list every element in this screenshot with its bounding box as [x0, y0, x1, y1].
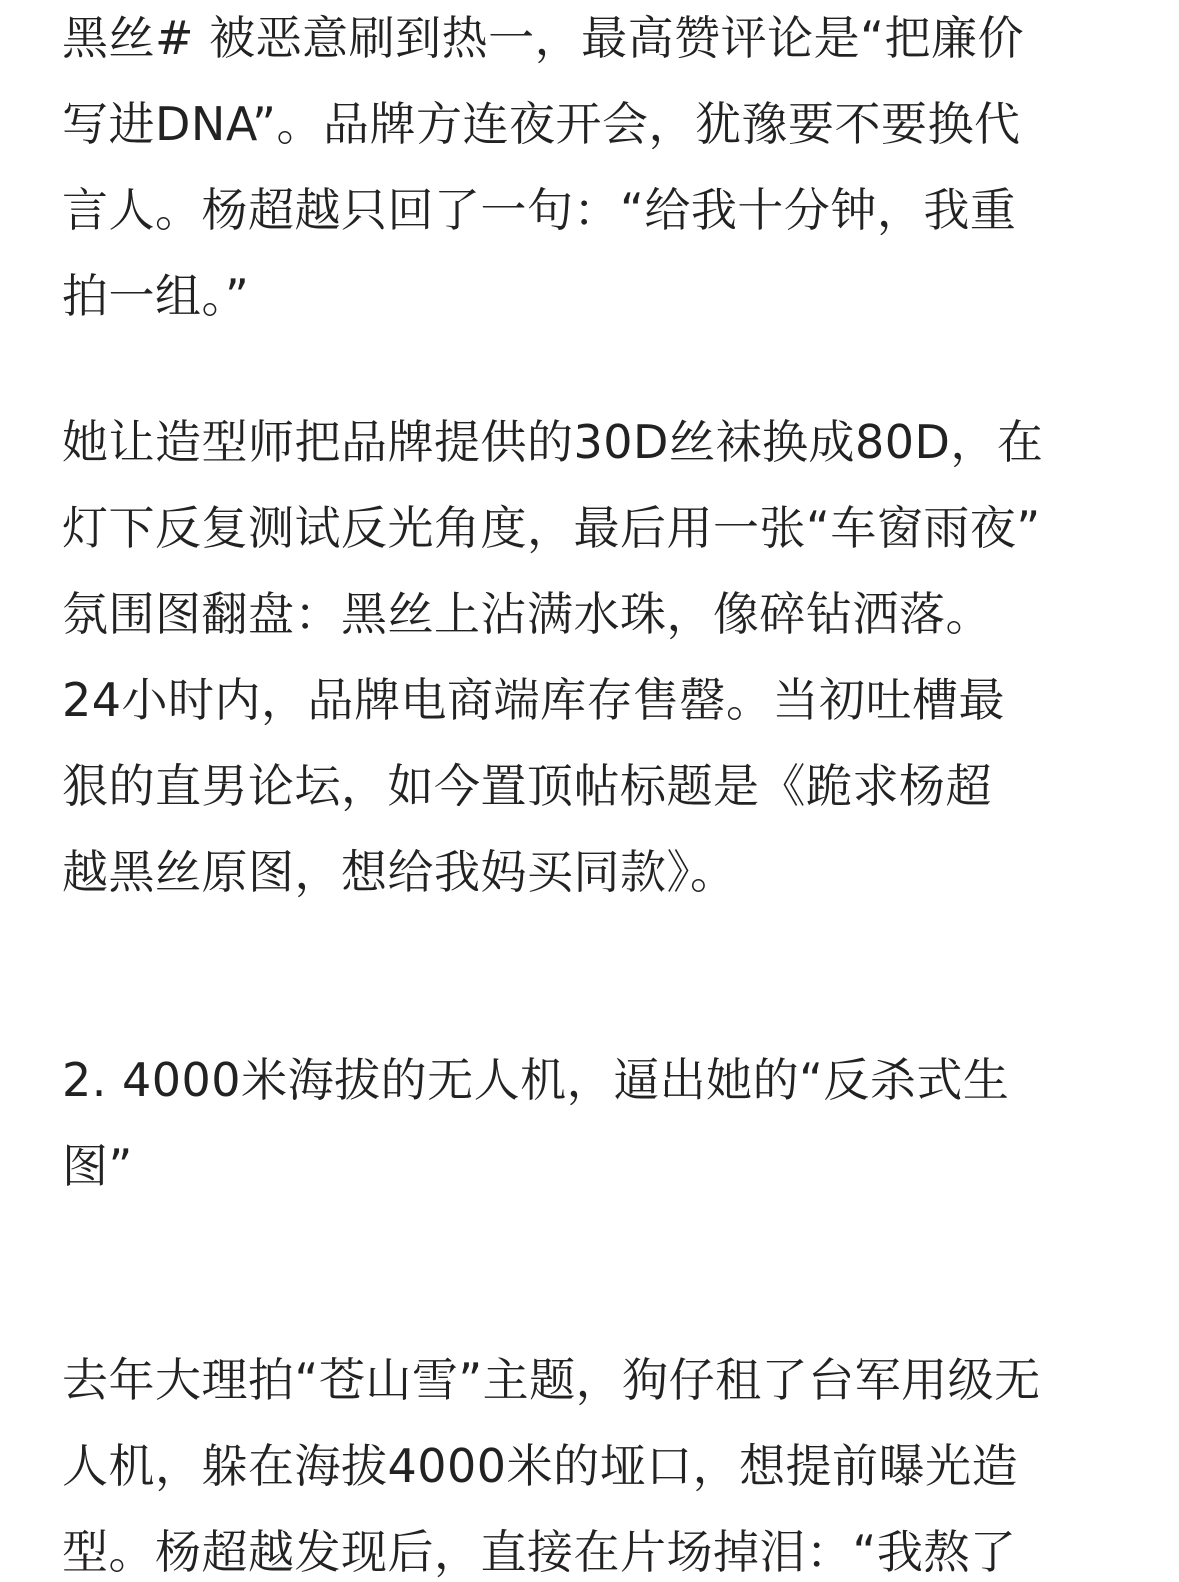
- heading-line: 2. 4000米海拔的无人机，逼出她的“反杀式生: [62, 1053, 1010, 1107]
- text-line: 黑丝# 被恶意刷到热一，最高赞评论是“把廉价: [62, 11, 1024, 65]
- text-line: 去年大理拍“苍山雪”主题，狗仔租了台军用级无: [62, 1353, 1041, 1407]
- heading-line: 图”: [62, 1139, 133, 1193]
- text-line: 言人。杨超越只回了一句：“给我十分钟，我重: [62, 183, 1017, 237]
- text-line: 型。杨超越发现后，直接在片场掉泪：“我熬了: [62, 1525, 1017, 1579]
- text-line: 拍一组。”: [62, 269, 250, 323]
- text-line: 氛围图翻盘：黑丝上沾满水珠，像碎钻洒落。: [62, 587, 992, 641]
- text-line: 狠的直男论坛，如今置顶帖标题是《跪求杨超: [62, 759, 992, 813]
- text-line: 24小时内，品牌电商端库存售罄。当初吐槽最: [62, 673, 1006, 727]
- text-line: 她让造型师把品牌提供的30D丝袜换成80D，在: [62, 415, 1044, 469]
- text-line: 写进DNA”。品牌方连夜开会，犹豫要不要换代: [62, 97, 1021, 151]
- text-line: 灯下反复测试反光角度，最后用一张“车窗雨夜”: [62, 501, 1041, 555]
- text-line: 越黑丝原图，想给我妈买同款》。: [62, 845, 737, 899]
- text-line: 人机，躲在海拔4000米的垭口，想提前曝光造: [62, 1439, 1019, 1493]
